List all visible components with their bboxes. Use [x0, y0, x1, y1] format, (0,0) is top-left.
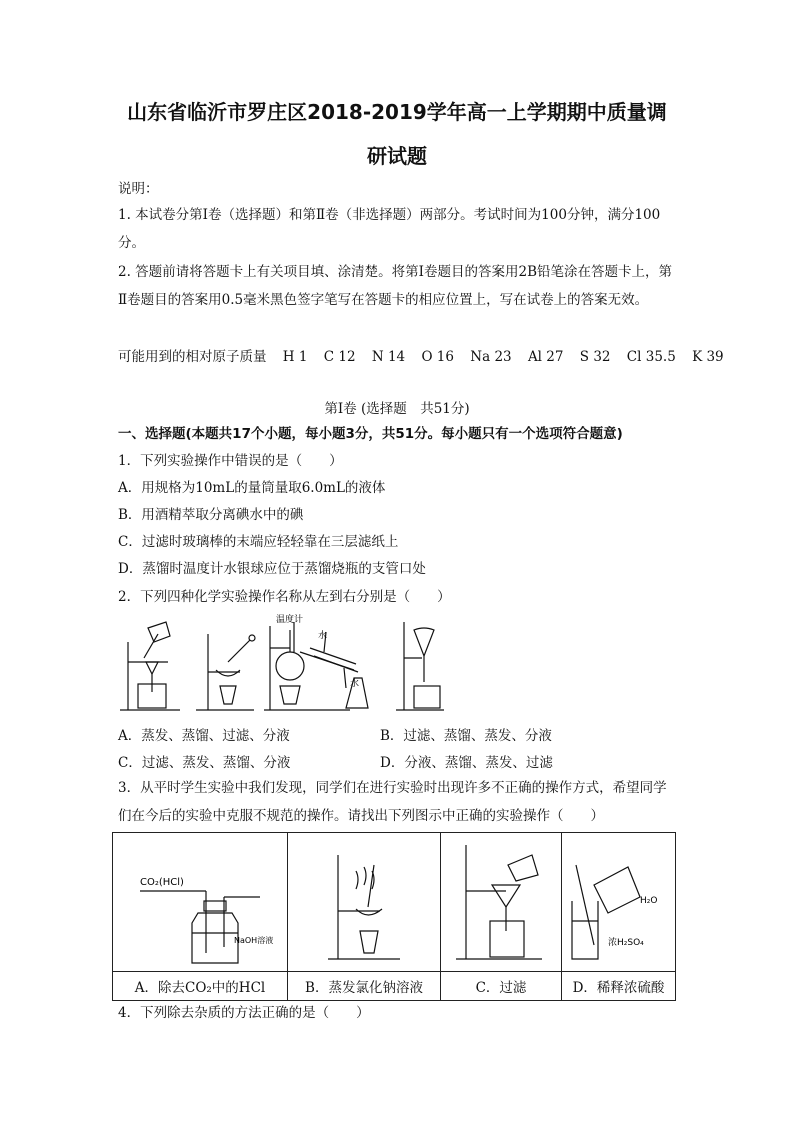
q4-stem: 4．下列除去杂质的方法正确的是（ ）	[118, 1005, 370, 1021]
atomic-mass-line	[118, 348, 736, 366]
thermometer-label: 温度计	[276, 615, 304, 625]
q3-stem: 3．从平时学生实验中我们发现，同学们在进行实验时出现许多不正确的操作方式，希望同学们在今后的实验中克服不规范的操作。请找出下列图示中正确的实验操作（ ）	[118, 780, 667, 824]
atomic-mass-item: Al 27	[527, 349, 564, 365]
q2-option-a: A．蒸发、蒸馏、过滤、分液	[118, 728, 290, 744]
q3-fig-b	[288, 833, 441, 972]
q1-option-c: C．过滤时玻璃棒的末端应轻轻靠在三层滤纸上	[118, 534, 399, 550]
atomic-mass-item: N 14	[371, 349, 406, 365]
part1-heading: 第Ⅰ卷 (选择题 共51分)	[324, 401, 470, 417]
notes-item-1: 1. 本试卷分第Ⅰ卷（选择题）和第Ⅱ卷（非选择题）两部分。考试时间为100分钟，满分100分。	[118, 207, 661, 251]
page-title-line1: 山东省临沂市罗庄区2018-2019学年高一上学期期中质量调	[127, 100, 667, 124]
acid-label: 浓H₂SO₄	[607, 938, 644, 948]
atomic-mass-item: K 39	[692, 349, 724, 365]
q2-option-d: D．分液、蒸馏、蒸发、过滤	[380, 755, 553, 771]
atomic-mass-item: H 1	[282, 349, 308, 365]
q3-figure-table	[112, 832, 676, 1001]
q3-caption-d: D．稀释浓硫酸	[562, 972, 676, 1001]
water-label: H₂O	[639, 896, 657, 906]
atomic-mass-label: 可能用到的相对原子质量	[118, 349, 267, 365]
q3-caption-c: C．过滤	[441, 972, 562, 1001]
atomic-mass-item: Cl 35.5	[626, 349, 676, 365]
atomic-mass-item: S 32	[579, 349, 611, 365]
atomic-mass-item: O 16	[421, 349, 454, 365]
filtration-figure	[446, 835, 556, 965]
naoh-label: NaOH溶液	[234, 936, 274, 945]
page-title-line2: 研试题	[367, 144, 427, 168]
atomic-mass-item: C 12	[323, 349, 356, 365]
q3-fig-c	[441, 833, 562, 972]
q3-caption-b: B．蒸发氯化钠溶液	[288, 972, 441, 1001]
atomic-mass-item: Na 23	[470, 349, 512, 365]
dilution-figure	[564, 835, 674, 965]
q3-caption-a: A．除去CO₂中的HCl	[113, 972, 288, 1001]
q1-stem: 1．下列实验操作中错误的是（ ）	[118, 453, 343, 469]
notes-heading: 说明：	[118, 181, 159, 197]
gas-label: CO₂(HCl)	[140, 877, 184, 888]
q3-fig-d	[562, 833, 676, 972]
notes-item-2: 2. 答题前请将答题卡上有关项目填、涂清楚。将第Ⅰ卷题目的答案用2B铅笔涂在答题卡上，第Ⅱ卷题目的答案用0.5毫米黑色签字笔写在答题卡的相应位置上，写在试卷上的答案无效。	[118, 264, 673, 308]
gas-washing-bottle-figure	[120, 835, 280, 965]
q2-apparatus-figure	[118, 612, 448, 716]
q1-option-d: D．蒸馏时温度计水银球应位于蒸馏烧瓶的支管口处	[118, 561, 426, 577]
q3-fig-a	[113, 833, 288, 972]
q1-option-a: A．用规格为10mL的量筒量取6.0mL的液体	[118, 480, 386, 496]
evaporation-figure	[304, 835, 424, 965]
q2-option-c: C．过滤、蒸发、蒸馏、分液	[118, 755, 291, 771]
section-heading: 一、选择题(本题共17个小题，每小题3分，共51分。每小题只有一个选项符合题意)	[118, 426, 623, 442]
water-in-label: 水	[318, 631, 328, 641]
water-out-label: 水	[350, 679, 360, 689]
q2-stem: 2．下列四种化学实验操作名称从左到右分别是（ ）	[118, 589, 451, 605]
q2-option-b: B．过滤、蒸馏、蒸发、分液	[380, 728, 552, 744]
q1-option-b: B．用酒精萃取分离碘水中的碘	[118, 507, 304, 523]
